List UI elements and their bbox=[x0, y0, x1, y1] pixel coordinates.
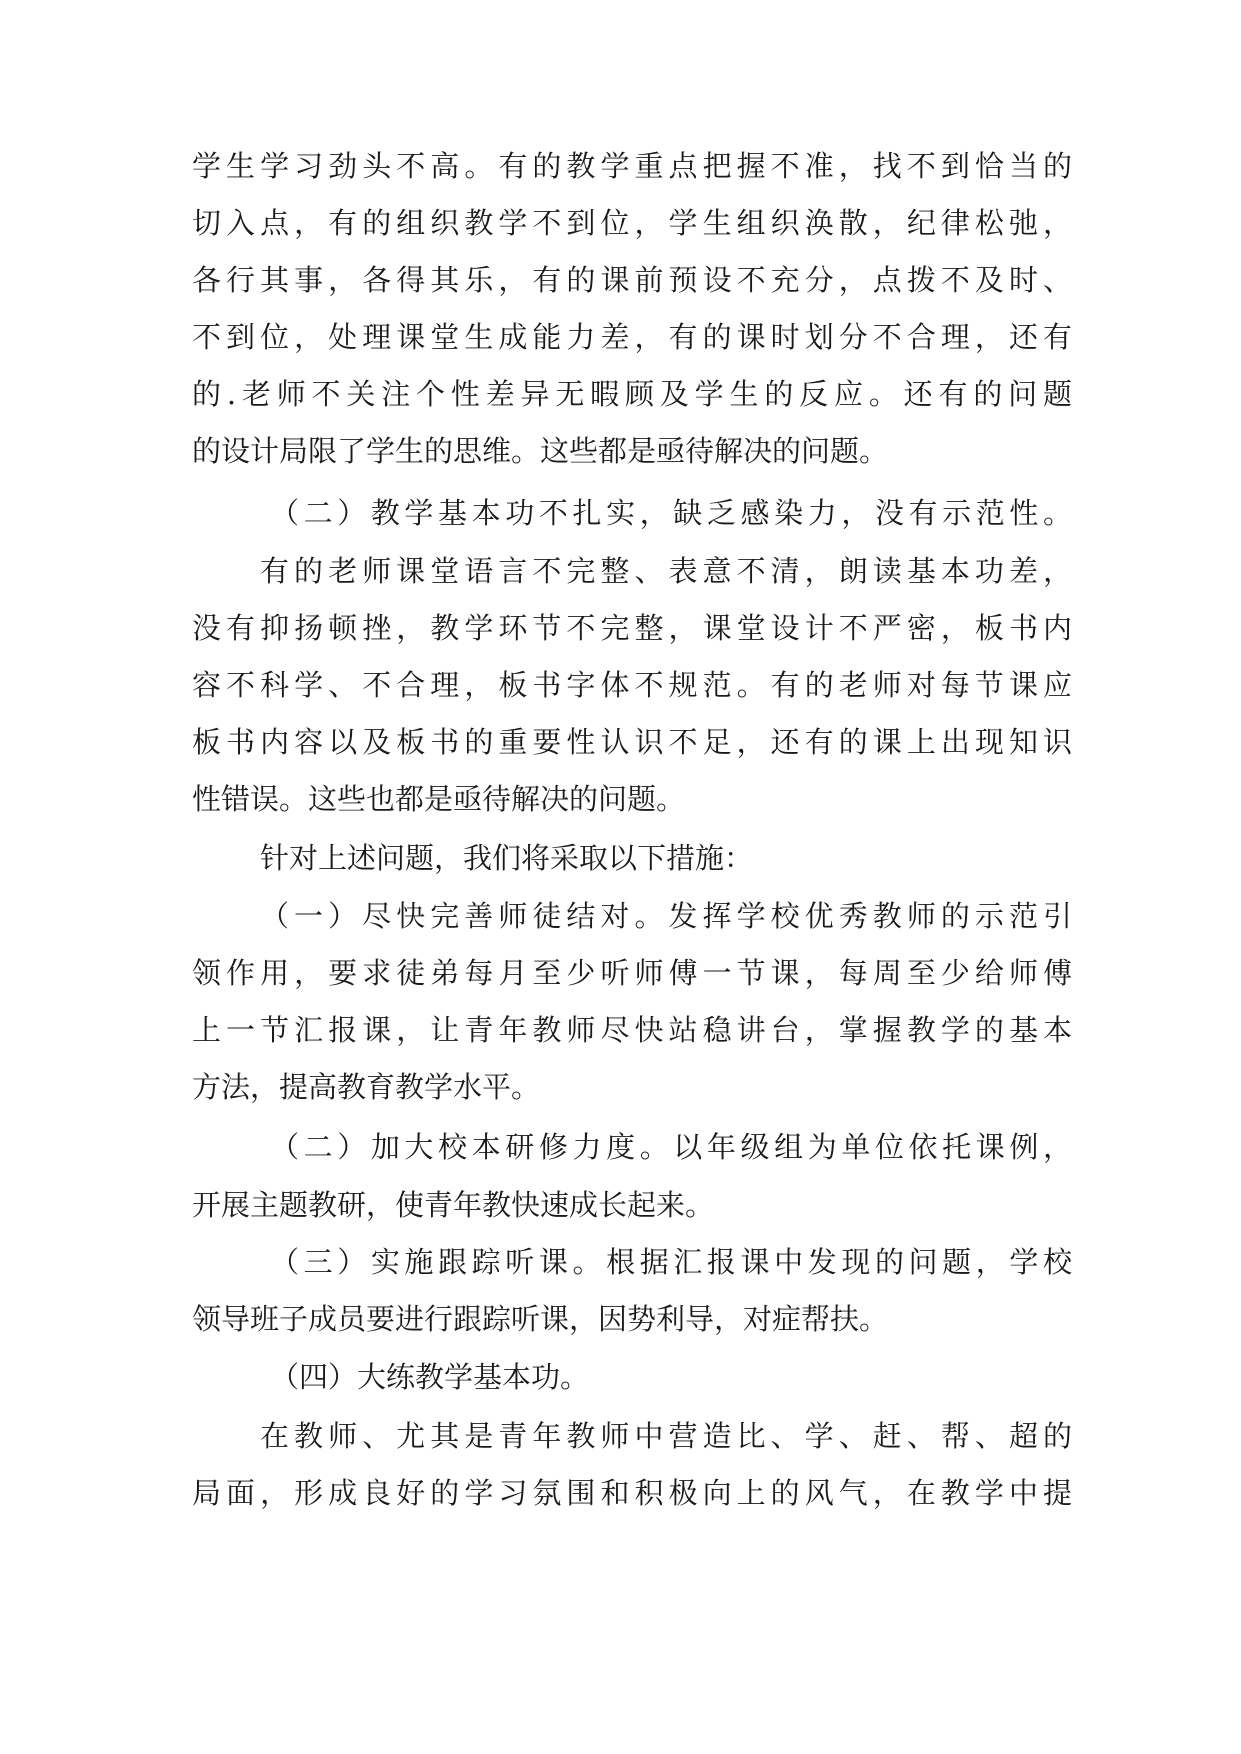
body-line: 不到位，处理课堂生成能力差，有的课时划分不合理，还有 bbox=[192, 320, 1072, 354]
body-line: 局面，形成良好的学习氛围和积极向上的风气，在教学中提 bbox=[192, 1476, 1072, 1510]
section-heading: （二）教学基本功不扎实，缺乏感染力，没有示范性。 bbox=[270, 496, 1072, 530]
body-line: 有的老师课堂语言不完整、表意不清，朗读基本功差， bbox=[260, 554, 1072, 588]
body-line: 各行其事，各得其乐，有的课前预设不充分，点拨不及时、 bbox=[192, 263, 1072, 297]
measure-heading: （二）加大校本研修力度。以年级组为单位依托课例， bbox=[270, 1130, 1072, 1164]
body-line: 领作用，要求徒弟每月至少听师傅一节课，每周至少给师傅 bbox=[192, 956, 1072, 990]
body-line: 的设计局限了学生的思维。这些都是亟待解决的问题。 bbox=[192, 434, 889, 468]
body-line: 容不科学、不合理，板书字体不规范。有的老师对每节课应 bbox=[192, 668, 1072, 702]
body-line: 方法，提高教育教学水平。 bbox=[192, 1070, 541, 1104]
measure-heading: （三）实施跟踪听课。根据汇报课中发现的问题，学校 bbox=[270, 1245, 1072, 1279]
body-line: 性错误。这些也都是亟待解决的问题。 bbox=[192, 782, 686, 816]
body-line: 在教师、尤其是青年教师中营造比、学、赶、帮、超的 bbox=[260, 1419, 1072, 1453]
body-line: 开展主题教研，使青年教快速成长起来。 bbox=[192, 1188, 715, 1222]
body-line: 针对上述问题，我们将采取以下措施： bbox=[260, 841, 754, 875]
measure-heading: （四）大练教学基本功。 bbox=[270, 1360, 590, 1394]
body-line: 学生学习劲头不高。有的教学重点把握不准，找不到恰当的 bbox=[192, 149, 1072, 183]
body-line: 上一节汇报课，让青年教师尽快站稳讲台，掌握教学的基本 bbox=[192, 1013, 1072, 1047]
body-line: 板书内容以及板书的重要性认识不足，还有的课上出现知识 bbox=[192, 725, 1072, 759]
body-line: 没有抑扬顿挫，教学环节不完整，课堂设计不严密，板书内 bbox=[192, 611, 1072, 645]
body-line: 的.老师不关注个性差异无暇顾及学生的反应。还有的问题 bbox=[192, 377, 1072, 411]
body-line: 切入点，有的组织教学不到位，学生组织涣散，纪律松弛， bbox=[192, 206, 1072, 240]
body-line: 领导班子成员要进行跟踪听课，因势利导，对症帮扶。 bbox=[192, 1302, 889, 1336]
measure-heading: （一）尽快完善师徒结对。发挥学校优秀教师的示范引 bbox=[260, 899, 1072, 933]
